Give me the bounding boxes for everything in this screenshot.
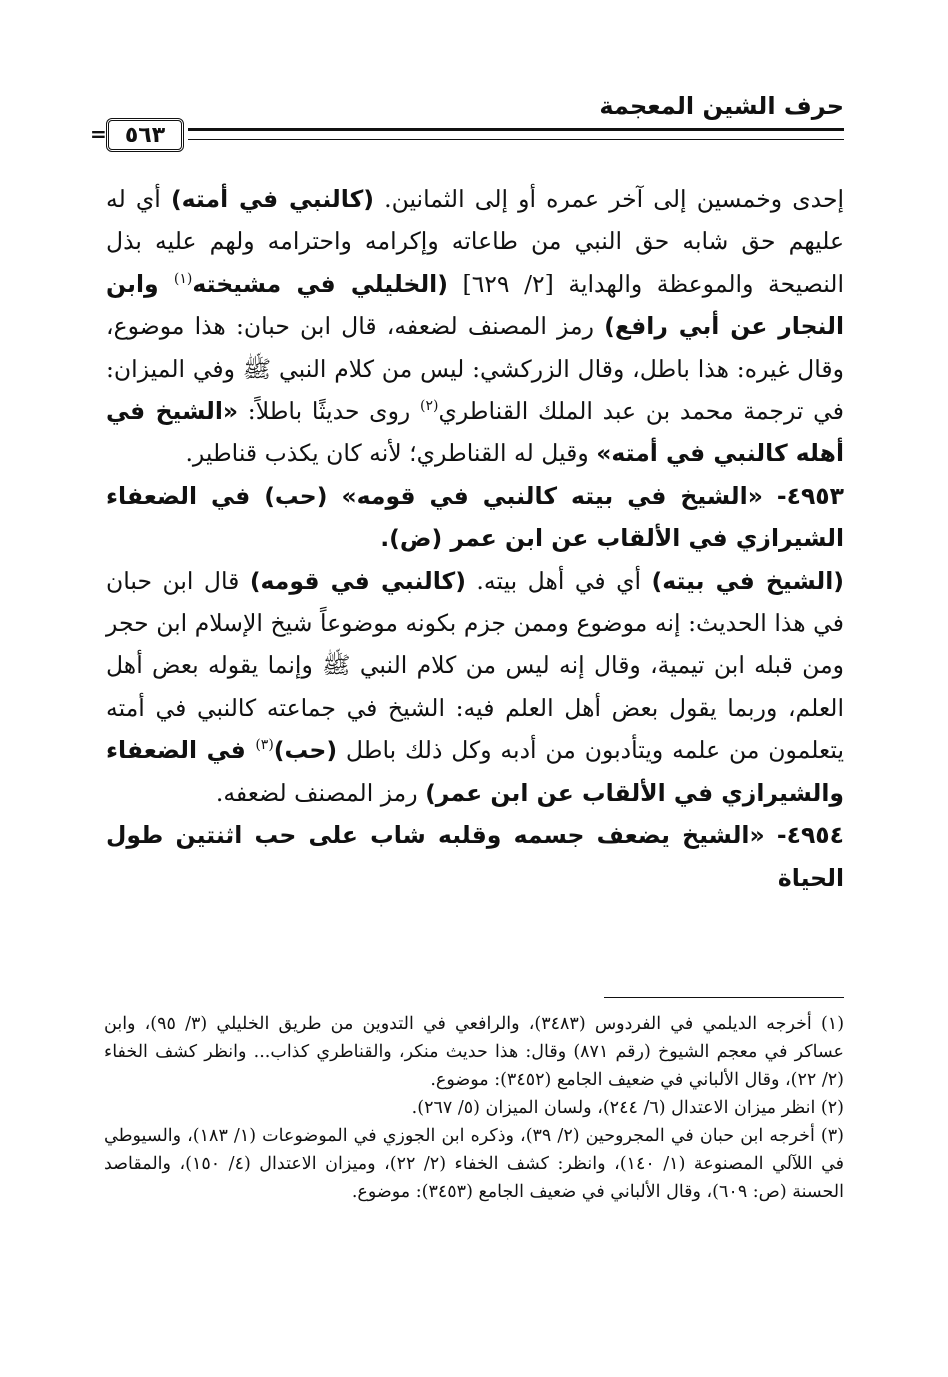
bold-run: (الخليلي في مشيخته: [192, 269, 448, 298]
bold-quote: «الشيخ في أهله كالنبي في أمته»: [106, 397, 844, 468]
bold-run: في الضعفاء والشيرازي في الألقاب عن ابن عمر): [106, 736, 844, 807]
text-run: أي له عليهم حق شابه حق النبي من طاعاته وإكرامه واحترامه ولهم عليه بذل النصيحة والموعظة والهداية [٢/ ٦٢٩]: [106, 185, 844, 298]
bold-run: (حب): [273, 736, 338, 765]
bold-run: (كالنبي في قومه): [249, 566, 466, 595]
footnote-ref-1: (١): [173, 270, 193, 287]
text-run: رمز المصنف لضعفه.: [215, 778, 426, 807]
page-number: [106, 118, 184, 152]
footnotes: [104, 1010, 844, 1206]
main-text: [106, 178, 844, 899]
header-rule: [188, 128, 844, 140]
footnote-separator: [604, 997, 844, 998]
hadith-entry-4953: ٤٩٥٣- «الشيخ في بيته كالنبي في قومه» (حب) في الضعفاء الشيرازي في الألقاب عن ابن عمر (ض).: [106, 481, 844, 553]
text-run: إحدى وخمسين إلى آخر عمره أو إلى الثمانين.: [373, 185, 845, 213]
header-marker: =: [90, 122, 107, 146]
page-number-text: ٥٦٣: [124, 122, 166, 148]
footnote-ref-3: (٣): [255, 737, 274, 754]
footnote-3: (٣) أخرجه ابن حبان في المجروحين (٢/ ٣٩)، وذكره ابن الجوزي في الموضوعات (١/ ١٨٣)، والسيوطي في اللآلي المصنوعة (١/ ١٤٠)، وانظر: كشف الخفاء (٢/ ٢٢)، وميزان الاعتدال (٤/ ١٥٠)، والمقاصد الحسنة (ص: ٦٠٩)، وقال الألباني في ضعيف الجامع (٣٤٥٣): موضوع.: [104, 1126, 845, 1202]
hadith-entry-4954: ٤٩٥٤- «الشيخ يضعف جسمه وقلبه شاب على حب اثنتين طول الحياة: [106, 821, 844, 892]
text-run: أي في أهل بيته.: [465, 566, 652, 595]
footnote-1: (١) أخرجه الديلمي في الفردوس (٣٤٨٣)، والرافعي في التدوين من طريق الخليلي (٣/ ٩٥)، وابن عساكر في معجم الشيوخ (رقم ٨٧١) وقال: هذا حديث منكر، والقناطري كذاب... وانظر كشف الخفاء (٢/ ٢٢)، وقال الألباني في ضعيف الجامع (٣٤٥٢): موضوع.: [104, 1014, 845, 1090]
text-run: قال ابن حبان في هذا الحديث: إنه موضوع وممن جزم بكونه موضوعاً شيخ الإسلام ابن حجر ومن قبله ابن تيمية، وقال إنه ليس من كلام النبي ﷺ وإنما يقوله بعض أهل العلم، وربما يقول بعض أهل العلم فيه: الشيخ في جماعته كالنبي في أمته يتعلمون من علمه ويتأدبون من أدبه وكل ذلك باطل: [106, 566, 845, 765]
text-run: رمز المصنف لضعفه، قال ابن حبان: هذا موضوع، وقال غيره: هذا باطل، وقال الزركشي: ليس من كلام النبي ﷺ وفي الميزان: في ترجمة محمد بن عبد الملك القناطري: [106, 312, 844, 426]
paragraph-commentary-2: [106, 560, 844, 814]
text-run: روى حديثًا باطلاً:: [238, 397, 420, 426]
bold-run: (كالنبي في أمته): [170, 185, 374, 213]
footnote-2: (٢) انظر ميزان الاعتدال (٦/ ٢٤٤)، ولسان الميزان (٥/ ٢٦٧).: [411, 1098, 844, 1118]
bold-run: وابن النجار عن أبي رافع): [106, 269, 844, 341]
running-title: حرف الشين المعجمة: [599, 92, 844, 120]
bold-run: (الشيخ في بيته): [651, 566, 844, 595]
text-run: وقيل له القناطري؛ لأنه كان يكذب قناطير.: [185, 439, 597, 468]
paragraph-commentary-1: [106, 178, 844, 475]
footnote-ref-2: (٢): [419, 398, 439, 415]
